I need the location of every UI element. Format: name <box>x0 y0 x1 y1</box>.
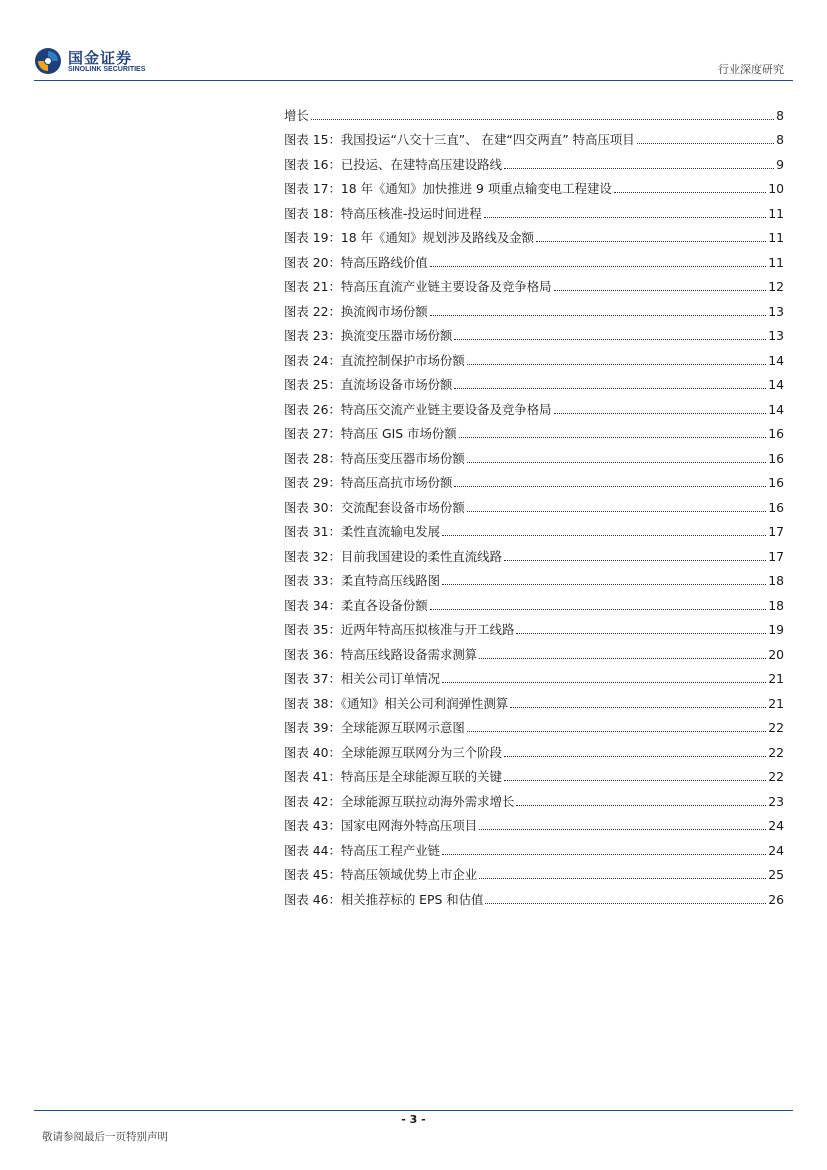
toc-dot-leader <box>504 756 766 757</box>
toc-dot-leader <box>479 878 766 879</box>
toc-entry[interactable] <box>284 540 784 565</box>
toc-entry-title: 图表 19：18 年《通知》规划涉及路线及金额 <box>284 230 535 245</box>
toc-dot-leader <box>614 192 766 193</box>
toc-entry-page: 9 <box>776 156 784 172</box>
toc-entry-page: 17 <box>768 548 784 564</box>
toc-entry[interactable] <box>284 687 784 712</box>
toc-entry-title: 图表 16：已投运、在建特高压建设路线 <box>284 156 502 172</box>
report-type-label: 行业深度研究 <box>718 63 784 76</box>
toc-dot-leader <box>485 903 766 904</box>
toc-entry[interactable] <box>284 442 784 467</box>
toc-entry[interactable] <box>284 271 784 296</box>
toc-dot-leader <box>510 707 766 708</box>
logo-english-name: SINOLINK SECURITIES <box>68 66 146 73</box>
toc-entry-page: 14 <box>768 352 784 368</box>
toc-entry[interactable] <box>284 393 784 418</box>
toc-entry-title: 图表 24：直流控制保护市场份额 <box>284 352 465 368</box>
toc-entry-page: 16 <box>768 450 784 466</box>
toc-entry-page: 16 <box>768 499 784 515</box>
toc-entry-page: 14 <box>768 377 784 392</box>
toc-dot-leader <box>459 437 767 438</box>
toc-dot-leader <box>484 217 767 218</box>
toc-entry[interactable] <box>284 883 784 908</box>
toc-entry[interactable] <box>284 565 784 590</box>
table-of-figures <box>284 99 784 908</box>
toc-entry-page: 22 <box>768 720 784 735</box>
toc-entry-page: 18 <box>768 573 784 588</box>
toc-entry-title: 图表 23：换流变压器市场份额 <box>284 328 453 343</box>
toc-entry[interactable] <box>284 712 784 737</box>
toc-dot-leader <box>442 535 766 536</box>
toc-entry[interactable] <box>284 663 784 688</box>
toc-entry[interactable] <box>284 99 784 124</box>
toc-entry-page: 13 <box>768 303 784 319</box>
disclaimer-note: 敬请参阅最后一页特别声明 <box>42 1131 168 1143</box>
toc-entry-page: 19 <box>768 622 784 637</box>
toc-entry[interactable] <box>284 344 784 369</box>
toc-entry-title: 图表 46：相关推荐标的 EPS 和估值 <box>284 891 484 907</box>
toc-entry-title: 增长 <box>284 107 309 123</box>
toc-entry[interactable] <box>284 173 784 198</box>
toc-entry-title: 图表 22：换流阀市场份额 <box>284 303 428 319</box>
toc-dot-leader <box>467 364 766 365</box>
page-number: - 3 - <box>401 1113 426 1126</box>
toc-entry-page: 26 <box>768 891 784 907</box>
toc-entry[interactable] <box>284 614 784 639</box>
toc-dot-leader <box>504 780 766 781</box>
toc-dot-leader <box>504 560 766 561</box>
footer-divider <box>34 1110 793 1111</box>
toc-entry-page: 24 <box>768 818 784 833</box>
toc-entry-title: 图表 42：全球能源互联拉动海外需求增长 <box>284 793 515 809</box>
logo-chinese-name: 国金证券 <box>68 49 133 67</box>
toc-entry-page: 21 <box>768 695 784 711</box>
toc-entry[interactable] <box>284 197 784 222</box>
toc-dot-leader <box>504 168 774 169</box>
toc-entry-title: 图表 27：特高压 GIS 市场份额 <box>284 426 457 441</box>
toc-entry[interactable] <box>284 418 784 443</box>
toc-entry-title: 图表 21：特高压直流产业链主要设备及竞争格局 <box>284 279 552 294</box>
toc-entry[interactable] <box>284 589 784 614</box>
toc-entry-title: 图表 44：特高压工程产业链 <box>284 842 441 858</box>
toc-entry-title: 图表 32：目前我国建设的柔性直流线路 <box>284 548 502 564</box>
toc-entry-page: 8 <box>776 132 784 147</box>
toc-entry[interactable] <box>284 222 784 247</box>
toc-entry[interactable] <box>284 124 784 149</box>
toc-entry-title: 图表 15：我国投运“八交十三直”、 在建“四交两直” 特高压项目 <box>284 132 635 147</box>
toc-entry[interactable] <box>284 467 784 492</box>
toc-dot-leader <box>554 413 767 414</box>
toc-entry-title: 图表 31：柔性直流输电发展 <box>284 524 441 539</box>
toc-entry-title: 图表 28：特高压变压器市场份额 <box>284 450 465 466</box>
toc-entry-page: 13 <box>768 328 784 343</box>
toc-entry-page: 11 <box>768 205 784 221</box>
toc-dot-leader <box>554 290 767 291</box>
toc-dot-leader <box>454 486 766 487</box>
toc-entry[interactable] <box>284 246 784 271</box>
toc-entry[interactable] <box>284 810 784 835</box>
toc-entry-page: 11 <box>768 254 784 270</box>
toc-dot-leader <box>454 388 766 389</box>
toc-dot-leader <box>454 339 766 340</box>
toc-dot-leader <box>430 266 767 267</box>
toc-dot-leader <box>536 241 766 242</box>
toc-entry-title: 图表 20：特高压路线价值 <box>284 254 428 270</box>
toc-entry-title: 图表 18：特高压核准-投运时间进程 <box>284 205 482 221</box>
toc-entry-title: 图表 37：相关公司订单情况 <box>284 671 441 686</box>
toc-entry-title: 图表 38：《通知》相关公司利润弹性测算 <box>284 695 509 711</box>
toc-entry-page: 16 <box>768 426 784 441</box>
toc-entry[interactable] <box>284 761 784 786</box>
toc-entry-title: 图表 41：特高压是全球能源互联的关键 <box>284 769 502 784</box>
toc-entry[interactable] <box>284 320 784 345</box>
toc-entry[interactable] <box>284 785 784 810</box>
toc-entry-title: 图表 26：特高压交流产业链主要设备及竞争格局 <box>284 401 552 417</box>
toc-entry[interactable] <box>284 736 784 761</box>
toc-entry-title: 图表 35：近两年特高压拟核准与开工线路 <box>284 622 515 637</box>
toc-entry[interactable] <box>284 638 784 663</box>
toc-entry-title: 图表 39：全球能源互联网示意图 <box>284 720 465 735</box>
toc-dot-leader <box>442 584 766 585</box>
toc-entry-page: 25 <box>768 867 784 882</box>
toc-dot-leader <box>516 805 766 806</box>
toc-dot-leader <box>637 143 774 144</box>
toc-entry-page: 16 <box>768 475 784 490</box>
toc-entry-title: 图表 45：特高压领域优势上市企业 <box>284 867 478 882</box>
toc-entry[interactable] <box>284 491 784 516</box>
toc-entry-page: 22 <box>768 769 784 784</box>
toc-dot-leader <box>516 633 766 634</box>
toc-entry-page: 12 <box>768 279 784 294</box>
toc-dot-leader <box>479 829 766 830</box>
toc-dot-leader <box>442 854 766 855</box>
toc-entry-page: 21 <box>768 671 784 686</box>
toc-entry-page: 18 <box>768 597 784 613</box>
sinolink-logo-icon <box>34 47 62 75</box>
toc-entry-title: 图表 33：柔直特高压线路图 <box>284 573 441 588</box>
toc-dot-leader <box>442 682 766 683</box>
toc-entry-page: 10 <box>768 181 784 196</box>
toc-entry-title: 图表 25：直流场设备市场份额 <box>284 377 453 392</box>
toc-entry[interactable] <box>284 516 784 541</box>
toc-entry[interactable] <box>284 148 784 173</box>
toc-entry-title: 图表 17：18 年《通知》加快推进 9 项重点输变电工程建设 <box>284 181 612 196</box>
toc-entry[interactable] <box>284 859 784 884</box>
toc-dot-leader <box>467 511 766 512</box>
toc-entry-page: 20 <box>768 646 784 662</box>
toc-entry-page: 23 <box>768 793 784 809</box>
toc-entry-title: 图表 36：特高压线路设备需求测算 <box>284 646 478 662</box>
toc-entry[interactable] <box>284 369 784 394</box>
toc-entry-page: 24 <box>768 842 784 858</box>
toc-entry-title: 图表 30：交流配套设备市场份额 <box>284 499 465 515</box>
toc-entry-page: 8 <box>776 107 784 123</box>
header-divider <box>34 80 793 81</box>
toc-dot-leader <box>430 609 767 610</box>
toc-dot-leader <box>311 119 774 120</box>
toc-entry-title: 图表 34：柔直各设备份额 <box>284 597 428 613</box>
toc-dot-leader <box>467 462 766 463</box>
toc-entry-page: 22 <box>768 744 784 760</box>
toc-dot-leader <box>479 658 766 659</box>
toc-entry-page: 11 <box>768 230 784 245</box>
toc-entry-page: 17 <box>768 524 784 539</box>
toc-entry[interactable] <box>284 295 784 320</box>
toc-dot-leader <box>467 731 766 732</box>
toc-entry[interactable] <box>284 834 784 859</box>
toc-dot-leader <box>430 315 767 316</box>
toc-entry-title: 图表 43：国家电网海外特高压项目 <box>284 818 478 833</box>
toc-entry-title: 图表 40：全球能源互联网分为三个阶段 <box>284 744 502 760</box>
toc-entry-title: 图表 29：特高压高抗市场份额 <box>284 475 453 490</box>
toc-entry-page: 14 <box>768 401 784 417</box>
